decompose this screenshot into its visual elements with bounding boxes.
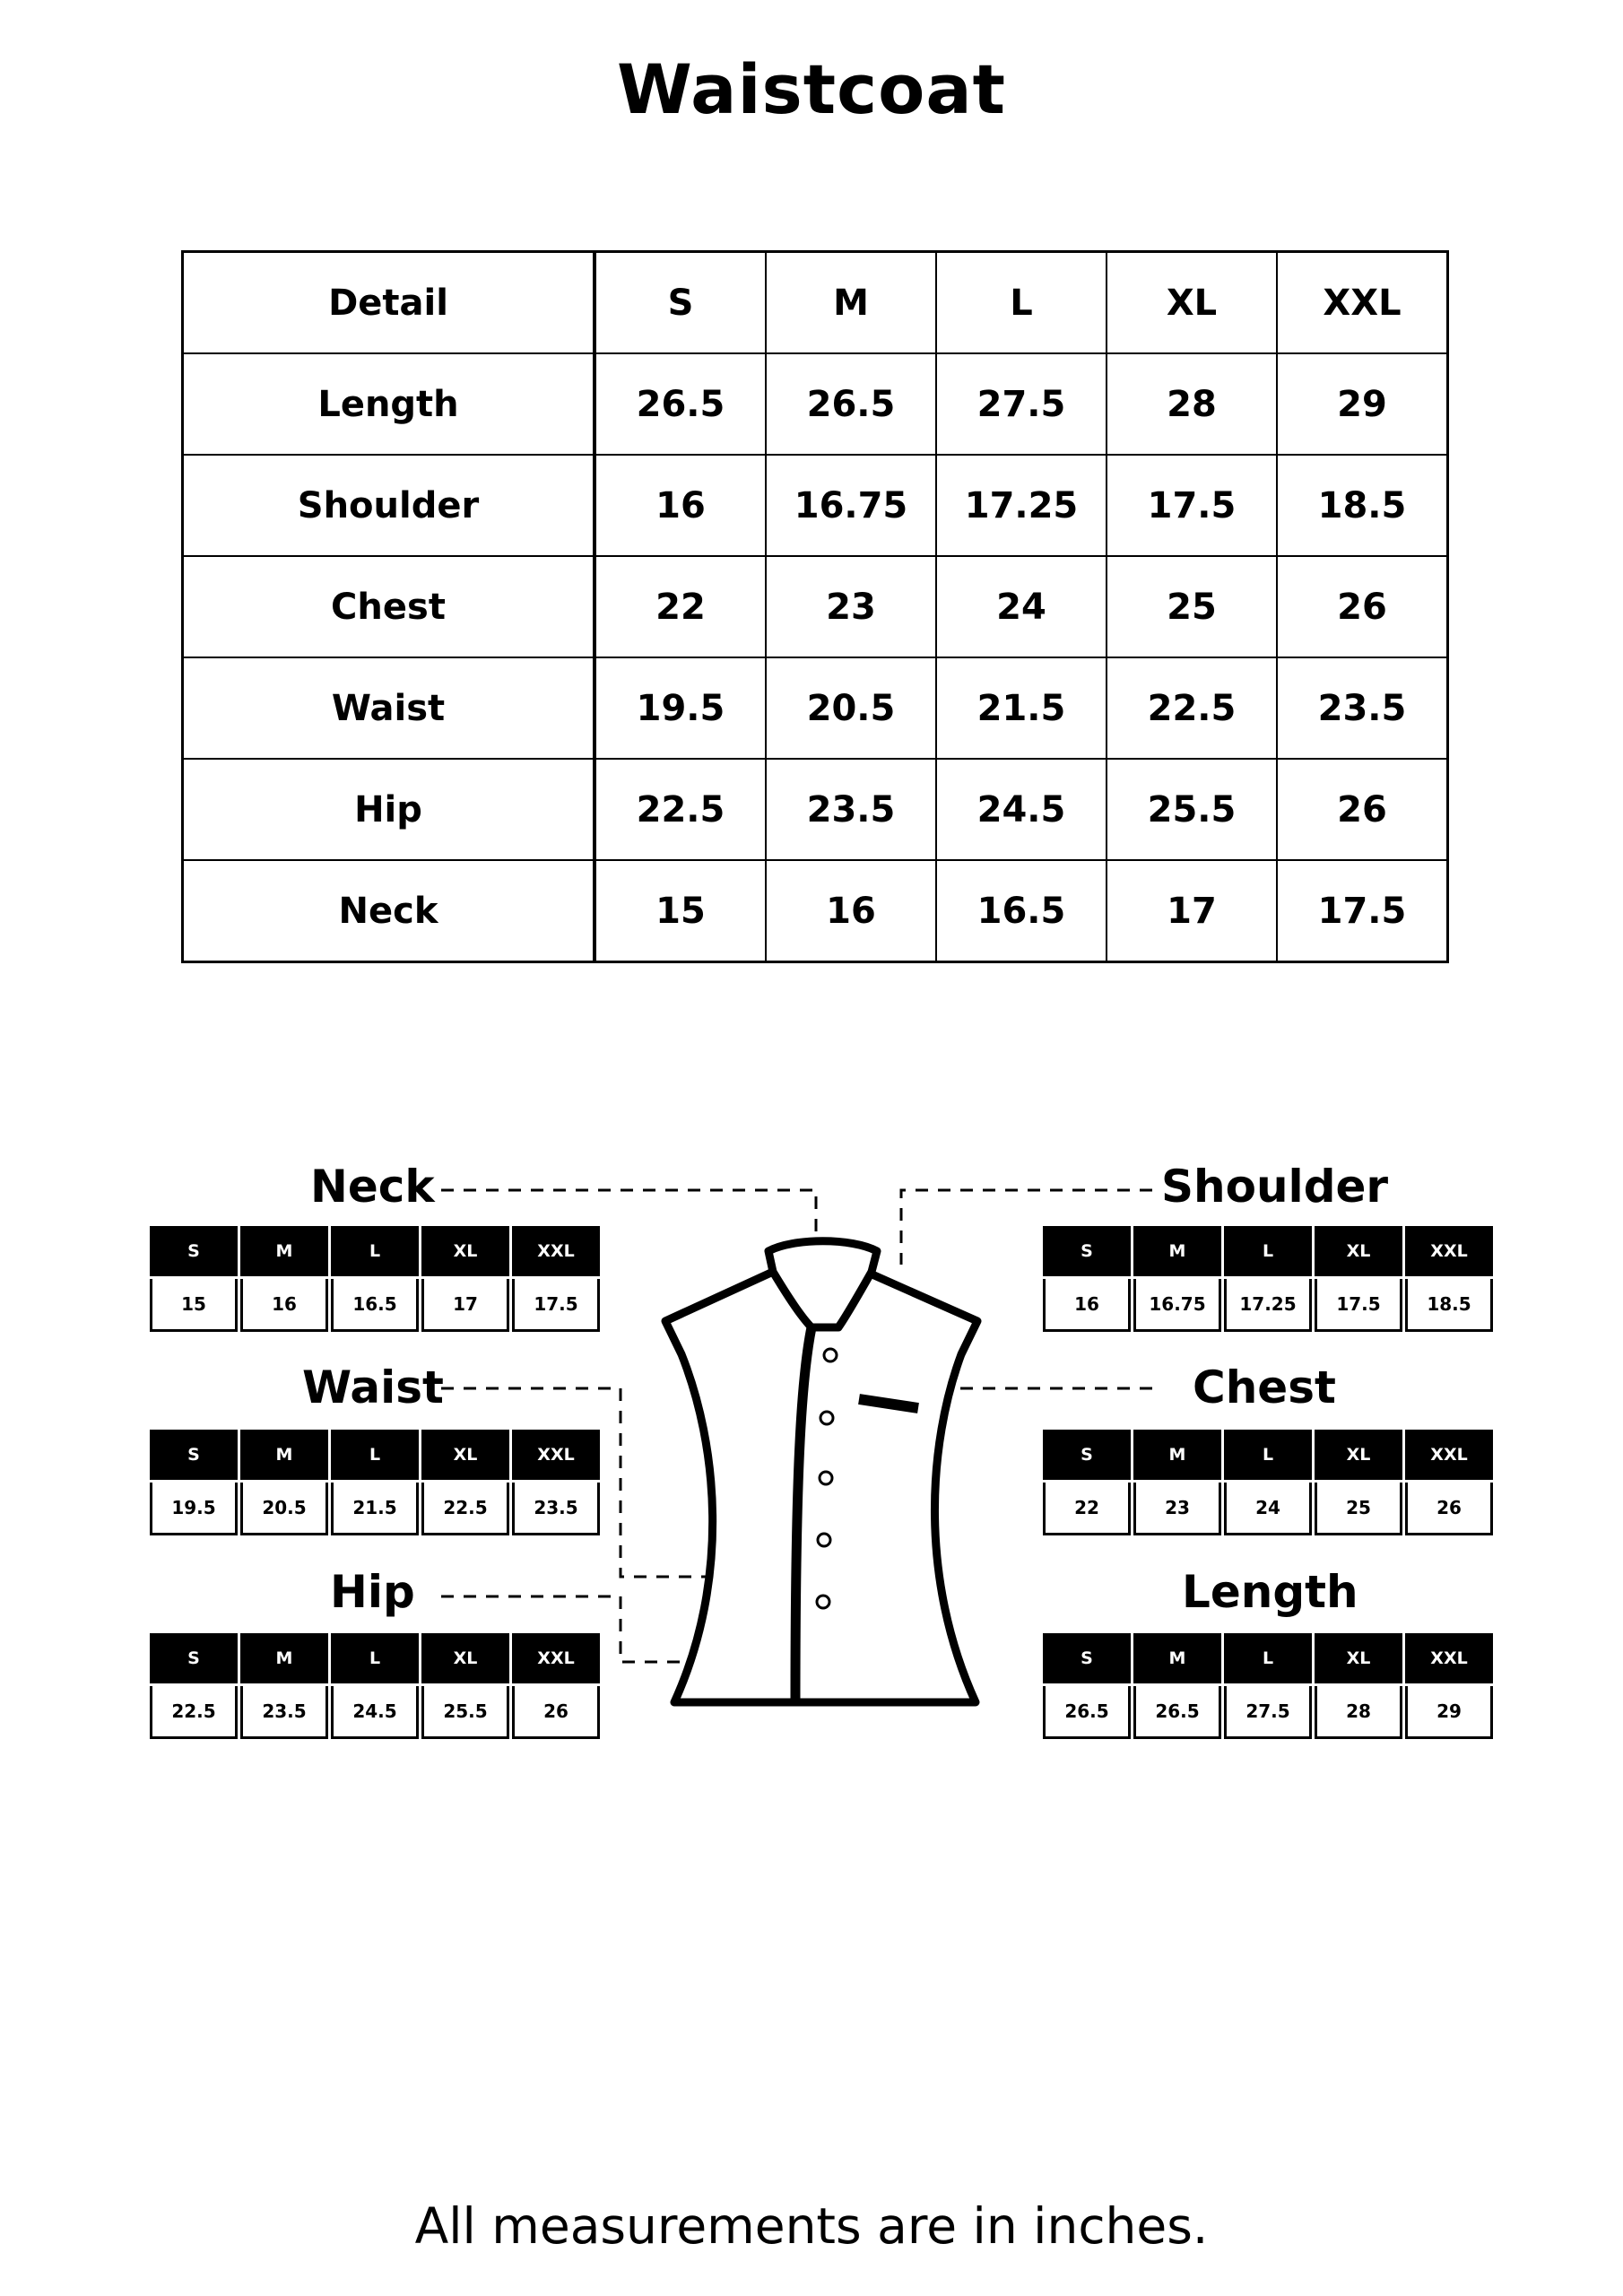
table-cell: 16.75 xyxy=(766,455,936,556)
table-cell: 17.25 xyxy=(936,455,1107,556)
table-cell: 25.5 xyxy=(1107,759,1277,860)
size-value: 21.5 xyxy=(331,1483,419,1535)
size-value: 15 xyxy=(150,1279,238,1332)
header-cell: Detail xyxy=(183,252,595,354)
size-header: M xyxy=(1133,1226,1221,1276)
size-header: M xyxy=(1133,1633,1221,1683)
size-value: 25.5 xyxy=(421,1686,509,1739)
size-value: 16.75 xyxy=(1133,1279,1221,1332)
size-value: 23.5 xyxy=(512,1483,600,1535)
table-cell: 28 xyxy=(1107,353,1277,455)
shoulder-size-table xyxy=(1040,1226,1496,1332)
table-cell: 22 xyxy=(595,556,766,657)
waistcoat-outline xyxy=(665,1241,977,1702)
waist-label: Waist xyxy=(302,1361,444,1413)
table-cell: 18.5 xyxy=(1277,455,1448,556)
size-value: 17 xyxy=(421,1279,509,1332)
size-value: 22.5 xyxy=(421,1483,509,1535)
row-label: Waist xyxy=(183,657,595,759)
size-header: XXL xyxy=(1405,1430,1493,1480)
table-cell: 27.5 xyxy=(936,353,1107,455)
size-value: 19.5 xyxy=(150,1483,238,1535)
button-icon xyxy=(817,1596,829,1608)
row-label: Length xyxy=(183,353,595,455)
waistcoat-body xyxy=(665,1272,977,1702)
size-value: 26 xyxy=(512,1686,600,1739)
size-value: 20.5 xyxy=(240,1483,328,1535)
size-header: XXL xyxy=(512,1633,600,1683)
table-cell: 16 xyxy=(595,455,766,556)
size-header: S xyxy=(1043,1226,1131,1276)
size-header: L xyxy=(331,1226,419,1276)
measurement-note: All measurements are in inches. xyxy=(414,2197,1209,2255)
size-header: XXL xyxy=(512,1430,600,1480)
table-cell: 16 xyxy=(766,860,936,962)
button-icon xyxy=(818,1534,830,1546)
button-icon xyxy=(820,1472,832,1484)
row-label: Hip xyxy=(183,759,595,860)
size-value: 17.5 xyxy=(512,1279,600,1332)
size-value: 25 xyxy=(1315,1483,1402,1535)
size-header: M xyxy=(240,1226,328,1276)
size-value: 23 xyxy=(1133,1483,1221,1535)
table-cell: 17 xyxy=(1107,860,1277,962)
size-header: M xyxy=(240,1633,328,1683)
size-value: 22 xyxy=(1043,1483,1131,1535)
hip-size-table xyxy=(147,1633,603,1739)
table-cell: 23.5 xyxy=(766,759,936,860)
size-header: L xyxy=(1224,1226,1312,1276)
size-header: XL xyxy=(1315,1633,1402,1683)
size-value: 23.5 xyxy=(240,1686,328,1739)
size-value: 26.5 xyxy=(1133,1686,1221,1739)
size-value: 18.5 xyxy=(1405,1279,1493,1332)
table-cell: 22.5 xyxy=(595,759,766,860)
size-value: 16 xyxy=(240,1279,328,1332)
page-title: Waistcoat xyxy=(617,49,1006,129)
size-value: 24.5 xyxy=(331,1686,419,1739)
table-cell: 26 xyxy=(1277,556,1448,657)
size-header: M xyxy=(1133,1430,1221,1480)
table-cell: 19.5 xyxy=(595,657,766,759)
row-label: Chest xyxy=(183,556,595,657)
size-header: S xyxy=(1043,1430,1131,1480)
size-header: XL xyxy=(421,1226,509,1276)
size-header: XXL xyxy=(512,1226,600,1276)
size-header: S xyxy=(150,1226,238,1276)
size-value: 17.25 xyxy=(1224,1279,1312,1332)
table-cell: 15 xyxy=(595,860,766,962)
header-cell: L xyxy=(936,252,1107,354)
row-label: Shoulder xyxy=(183,455,595,556)
neck-label: Neck xyxy=(310,1161,435,1213)
size-value: 26.5 xyxy=(1043,1686,1131,1739)
size-header: XL xyxy=(1315,1226,1402,1276)
size-header: L xyxy=(331,1633,419,1683)
size-header: L xyxy=(331,1430,419,1480)
size-value: 16.5 xyxy=(331,1279,419,1332)
waist-size-table xyxy=(147,1430,603,1535)
size-value: 26 xyxy=(1405,1483,1493,1535)
header-cell: S xyxy=(595,252,766,354)
table-cell: 29 xyxy=(1277,353,1448,455)
table-cell: 22.5 xyxy=(1107,657,1277,759)
size-header: S xyxy=(150,1430,238,1480)
table-cell: 26 xyxy=(1277,759,1448,860)
size-value: 29 xyxy=(1405,1686,1493,1739)
table-cell: 24 xyxy=(936,556,1107,657)
table-cell: 16.5 xyxy=(936,860,1107,962)
size-value: 24 xyxy=(1224,1483,1312,1535)
length-label: Length xyxy=(1182,1566,1358,1618)
table-cell: 26.5 xyxy=(766,353,936,455)
table-cell: 17.5 xyxy=(1277,860,1448,962)
table-cell: 24.5 xyxy=(936,759,1107,860)
table-cell: 20.5 xyxy=(766,657,936,759)
size-header: XL xyxy=(421,1633,509,1683)
size-header: XL xyxy=(1315,1430,1402,1480)
size-header: XXL xyxy=(1405,1226,1493,1276)
size-header: XL xyxy=(421,1430,509,1480)
neck-size-table xyxy=(147,1226,603,1332)
table-cell: 21.5 xyxy=(936,657,1107,759)
size-value: 17.5 xyxy=(1315,1279,1402,1332)
table-cell: 17.5 xyxy=(1107,455,1277,556)
size-value: 27.5 xyxy=(1224,1686,1312,1739)
button-icon xyxy=(824,1349,837,1361)
table-cell: 26.5 xyxy=(595,353,766,455)
chest-size-table xyxy=(1040,1430,1496,1535)
size-value: 22.5 xyxy=(150,1686,238,1739)
size-header: S xyxy=(150,1633,238,1683)
chest-label: Chest xyxy=(1193,1361,1336,1413)
header-cell: XXL xyxy=(1277,252,1448,354)
length-size-table xyxy=(1040,1633,1496,1739)
table-cell: 25 xyxy=(1107,556,1277,657)
table-cell: 23 xyxy=(766,556,936,657)
button-icon xyxy=(820,1412,833,1424)
header-cell: XL xyxy=(1107,252,1277,354)
size-header: XXL xyxy=(1405,1633,1493,1683)
header-cell: M xyxy=(766,252,936,354)
size-header: M xyxy=(240,1430,328,1480)
table-cell: 23.5 xyxy=(1277,657,1448,759)
row-label: Neck xyxy=(183,860,595,962)
size-value: 28 xyxy=(1315,1686,1402,1739)
size-header: S xyxy=(1043,1633,1131,1683)
hip-label: Hip xyxy=(330,1566,415,1618)
size-header: L xyxy=(1224,1633,1312,1683)
size-value: 16 xyxy=(1043,1279,1131,1332)
shoulder-label: Shoulder xyxy=(1161,1161,1389,1213)
size-header: L xyxy=(1224,1430,1312,1480)
